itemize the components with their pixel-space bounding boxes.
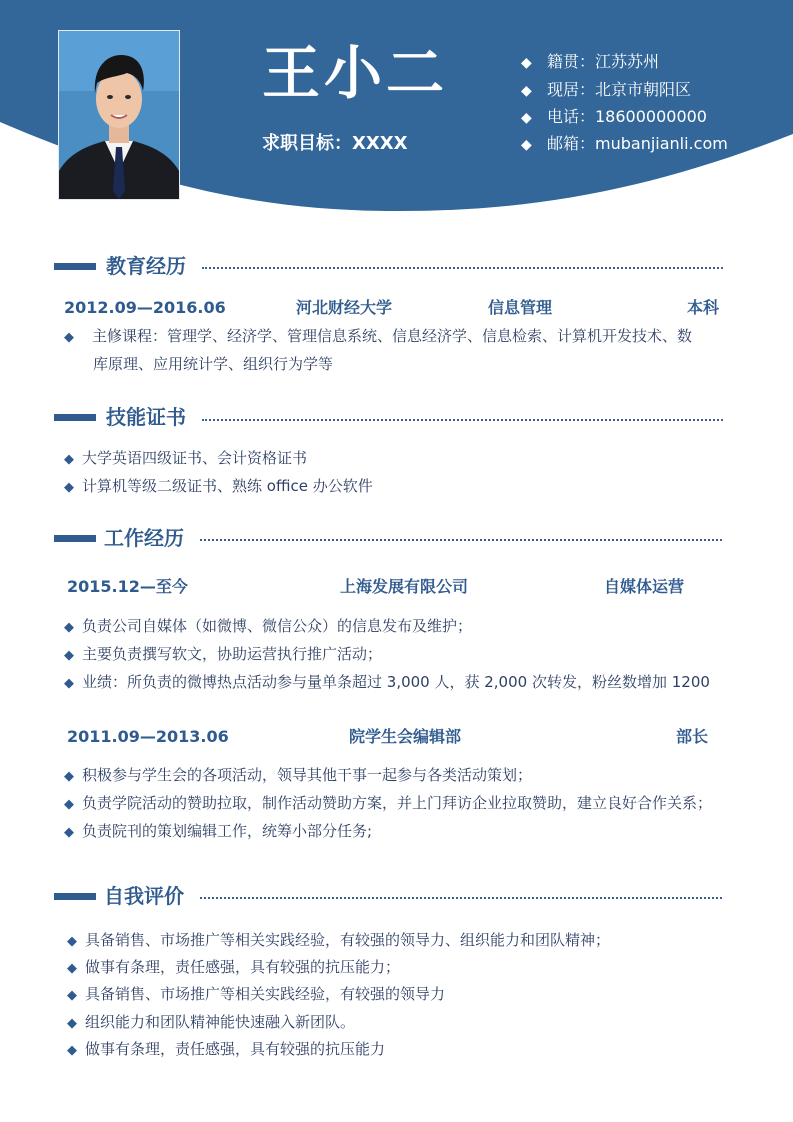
self-item bbox=[67, 984, 445, 1006]
diamond-bullet-icon: ◆ bbox=[521, 83, 532, 99]
job-item bbox=[64, 616, 472, 638]
skill-item bbox=[64, 448, 307, 470]
diamond-bullet-icon: ◆ bbox=[67, 934, 77, 949]
diamond-bullet-icon: ◆ bbox=[67, 988, 77, 1003]
section-divider bbox=[200, 897, 722, 899]
self-item bbox=[67, 1039, 385, 1061]
contact-label: 籍贯：江苏苏州 bbox=[547, 52, 660, 71]
section-title-skills: 技能证书 bbox=[106, 405, 186, 429]
self-item bbox=[67, 957, 400, 979]
candidate-name: 王小二 bbox=[262, 39, 449, 107]
course-line-1: 主修课程：管理学、经济学、管理信息系统、信息经济学、信息检索、计算机开发技术、数 bbox=[92, 327, 693, 345]
job-company: 上海发展有限公司 bbox=[340, 577, 469, 596]
job-role: 部长 bbox=[676, 727, 709, 746]
job-item-text: 主要负责撰写软文，协助运营执行推广活动； bbox=[82, 645, 383, 663]
section-title-self: 自我评价 bbox=[104, 884, 184, 908]
job-item bbox=[64, 644, 382, 666]
diamond-bullet-icon: ◆ bbox=[64, 330, 74, 345]
diamond-bullet-icon: ◆ bbox=[64, 797, 74, 812]
section-title-work: 工作经历 bbox=[104, 526, 184, 550]
self-item-text: 具备销售、市场推广等相关实践经验，有较强的领导力、组织能力和团队精神； bbox=[85, 931, 611, 949]
job-item bbox=[64, 793, 712, 815]
job-target: 求职目标：XXXX bbox=[262, 133, 408, 154]
contact-hometown bbox=[521, 52, 659, 73]
skill-text: 大学英语四级证书、会计资格证书 bbox=[82, 449, 308, 467]
diamond-bullet-icon: ◆ bbox=[64, 648, 74, 663]
job-item-text: 负责公司自媒体（如微博、微信公众）的信息发布及维护； bbox=[82, 617, 473, 635]
diamond-bullet-icon: ◆ bbox=[67, 1016, 77, 1031]
diamond-bullet-icon: ◆ bbox=[64, 620, 74, 635]
skill-text: 计算机等级二级证书、熟练 office 办公软件 bbox=[82, 477, 373, 495]
section-title-education: 教育经历 bbox=[106, 254, 186, 278]
contact-label: 现居：北京市朝阳区 bbox=[547, 80, 692, 99]
education-school: 河北财经大学 bbox=[296, 298, 393, 317]
diamond-bullet-icon: ◆ bbox=[64, 452, 74, 467]
education-date: 2012.09—2016.06 bbox=[64, 298, 226, 317]
diamond-bullet-icon: ◆ bbox=[64, 769, 74, 784]
diamond-bullet-icon: ◆ bbox=[64, 480, 74, 495]
job-item-text: 负责学院活动的赞助拉取，制作活动赞助方案，并上门拜访企业拉取赞助，建立良好合作关系； bbox=[82, 794, 713, 812]
diamond-bullet-icon: ◆ bbox=[521, 110, 532, 126]
education-degree: 本科 bbox=[687, 298, 720, 317]
job-item bbox=[64, 821, 372, 843]
course-line-2: 库原理、应用统计学、组织行为学等 bbox=[93, 355, 334, 373]
skill-item bbox=[64, 476, 373, 498]
job-item bbox=[64, 672, 710, 694]
self-item bbox=[67, 930, 610, 952]
job-item-text: 负责院刊的策划编辑工作，统筹小部分任务; bbox=[82, 822, 373, 840]
diamond-bullet-icon: ◆ bbox=[521, 55, 532, 71]
contact-email bbox=[521, 134, 728, 155]
self-item-text: 具备销售、市场推广等相关实践经验，有较强的领导力 bbox=[85, 985, 446, 1003]
job-item bbox=[64, 765, 532, 787]
self-item bbox=[67, 1012, 355, 1034]
diamond-bullet-icon: ◆ bbox=[67, 1043, 77, 1058]
profile-photo bbox=[58, 30, 180, 200]
job-date: 2015.12—至今 bbox=[67, 577, 188, 596]
job-item-text: 积极参与学生会的各项活动，领导其他干事一起参与各类活动策划； bbox=[82, 766, 533, 784]
self-item-text: 组织能力和团队精神能快速融入新团队。 bbox=[85, 1013, 356, 1031]
section-bar-self bbox=[54, 893, 96, 900]
section-bar-work bbox=[54, 535, 96, 542]
diamond-bullet-icon: ◆ bbox=[67, 961, 77, 976]
education-course bbox=[64, 326, 692, 348]
section-divider bbox=[202, 267, 723, 269]
self-item-text: 做事有条理，责任感强，具有较强的抗压能力 bbox=[85, 1040, 386, 1058]
job-item-text: 业绩：所负责的微博热点活动参与量单条超过 3,000 人，获 2,000 次转发，粉丝数增加 1200 bbox=[82, 673, 710, 691]
job-date: 2011.09—2013.06 bbox=[67, 727, 229, 746]
education-major: 信息管理 bbox=[488, 298, 553, 317]
section-bar-skills bbox=[54, 414, 96, 421]
self-item-text: 做事有条理，责任感强，具有较强的抗压能力； bbox=[85, 958, 401, 976]
contact-label: 邮箱：mubanjianli.com bbox=[547, 134, 728, 153]
job-company: 院学生会编辑部 bbox=[349, 727, 462, 746]
diamond-bullet-icon: ◆ bbox=[64, 825, 74, 840]
contact-label: 电话：18600000000 bbox=[547, 107, 707, 126]
diamond-bullet-icon: ◆ bbox=[521, 137, 532, 153]
diamond-bullet-icon: ◆ bbox=[64, 676, 74, 691]
section-bar-education bbox=[54, 263, 96, 270]
job-role: 自媒体运营 bbox=[604, 577, 685, 596]
contact-residence bbox=[521, 80, 691, 101]
contact-phone bbox=[521, 107, 707, 128]
section-divider bbox=[200, 539, 722, 541]
section-divider bbox=[202, 419, 723, 421]
